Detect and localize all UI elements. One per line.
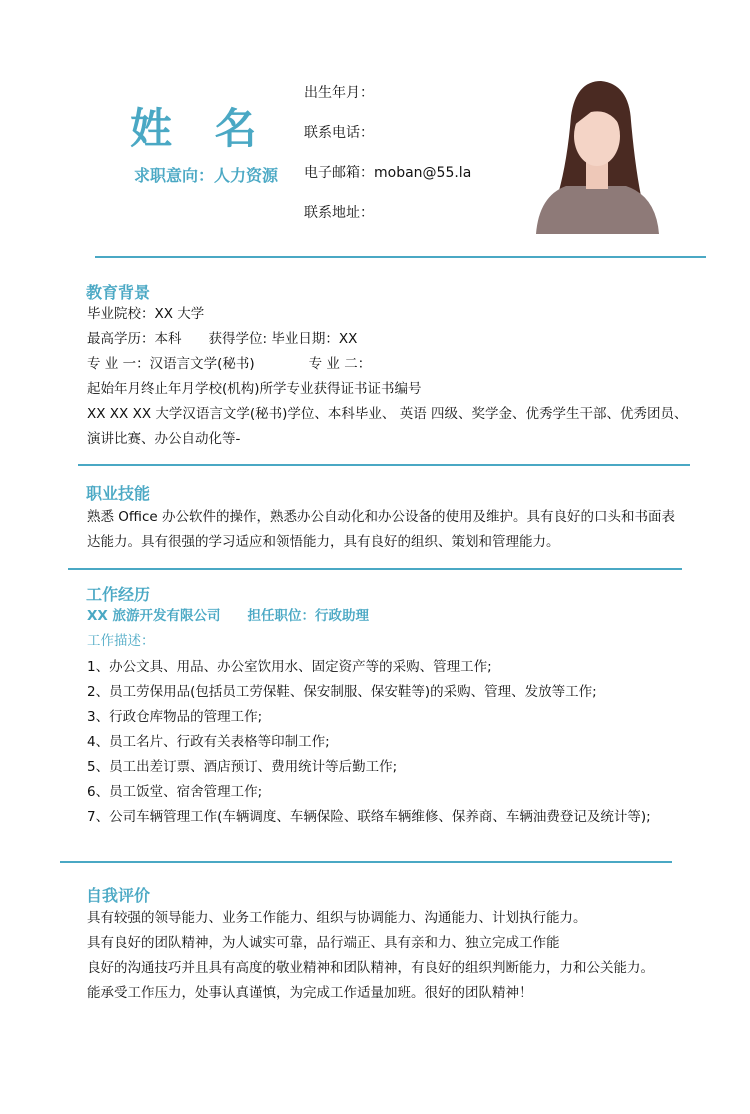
work-line: 2、员工劳保用品(包括员工劳保鞋、保安制服、保安鞋等)的采购、管理、发放等工作; (87, 684, 597, 700)
self-eval-line: 良好的沟通技巧并且具有高度的敬业精神和团队精神，有良好的组织判断能力，力和公关能力。 (87, 960, 654, 976)
divider (95, 256, 706, 258)
education-content (87, 302, 687, 452)
divider (68, 568, 682, 570)
self-eval-content (87, 906, 654, 1006)
education-line: 毕业院校：XX 大学 (87, 306, 205, 322)
work-line: 7、公司车辆管理工作(车辆调度、车辆保险、联络车辆维修、保养商、车辆油费登记及统计等); (87, 809, 651, 825)
education-line: 最高学历：本科 获得学位: 毕业日期：XX (87, 331, 358, 347)
education-line: 起始年月终止年月学校(机构)所学专业获得证书证书编号 (87, 381, 422, 397)
self-eval-line: 具有较强的领导能力、业务工作能力、组织与协调能力、沟通能力、计划执行能力。 (87, 910, 587, 926)
education-line: XX XX XX 大学汉语言文学(秘书)学位、本科毕业、 英语 四级、奖学金、优秀学生干部、优秀团员、 (87, 406, 688, 422)
work-line: 6、员工饭堂、宿舍管理工作; (87, 784, 263, 800)
phone: 联系电话： (304, 125, 374, 141)
profile-photo (531, 76, 662, 234)
skills-heading: 职业技能 (86, 484, 151, 503)
work-line: 4、员工名片、行政有关表格等印制工作; (87, 734, 330, 750)
education-heading: 教育背景 (86, 283, 151, 302)
work-heading: 工作经历 (86, 585, 151, 604)
email: 电子邮箱：moban@55.la (304, 165, 472, 181)
self-eval-line: 能承受工作压力，处事认真谨慎，为完成工作适量加班。很好的团队精神！ (87, 985, 533, 1001)
self-eval-heading: 自我评价 (86, 886, 151, 905)
name: 姓 名 (130, 104, 271, 153)
birth-date: 出生年月： (304, 85, 374, 101)
work-line: 5、员工出差订票、酒店预订、费用统计等后勤工作; (87, 759, 398, 775)
work-content (87, 655, 651, 830)
divider (78, 464, 690, 466)
address: 联系地址： (304, 205, 374, 221)
education-line: 专 业 一：汉语言文学(秘书) 专 业 二： (87, 356, 372, 372)
work-company: XX 旅游开发有限公司 担任职位：行政助理 (87, 608, 370, 624)
skills-line: 达能力。具有很强的学习适应和领悟能力，具有良好的组织、策划和管理能力。 (87, 534, 560, 550)
job-intent: 求职意向：人力资源 (134, 166, 279, 185)
skills-content (87, 505, 675, 555)
self-eval-line: 具有良好的团队精神，为人诚实可靠，品行端正、具有亲和力、独立完成工作能 (87, 935, 560, 951)
skills-line: 熟悉 Office 办公软件的操作，熟悉办公自动化和办公设备的使用及维护。具有良好的口头和书面表 (87, 509, 675, 525)
education-line: 演讲比赛、办公自动化等- (87, 431, 241, 447)
work-line: 3、行政仓库物品的管理工作; (87, 709, 263, 725)
divider (60, 861, 672, 863)
work-line: 1、办公文具、用品、办公室饮用水、固定资产等的采购、管理工作; (87, 659, 492, 675)
work-desc-label: 工作描述： (87, 633, 155, 649)
